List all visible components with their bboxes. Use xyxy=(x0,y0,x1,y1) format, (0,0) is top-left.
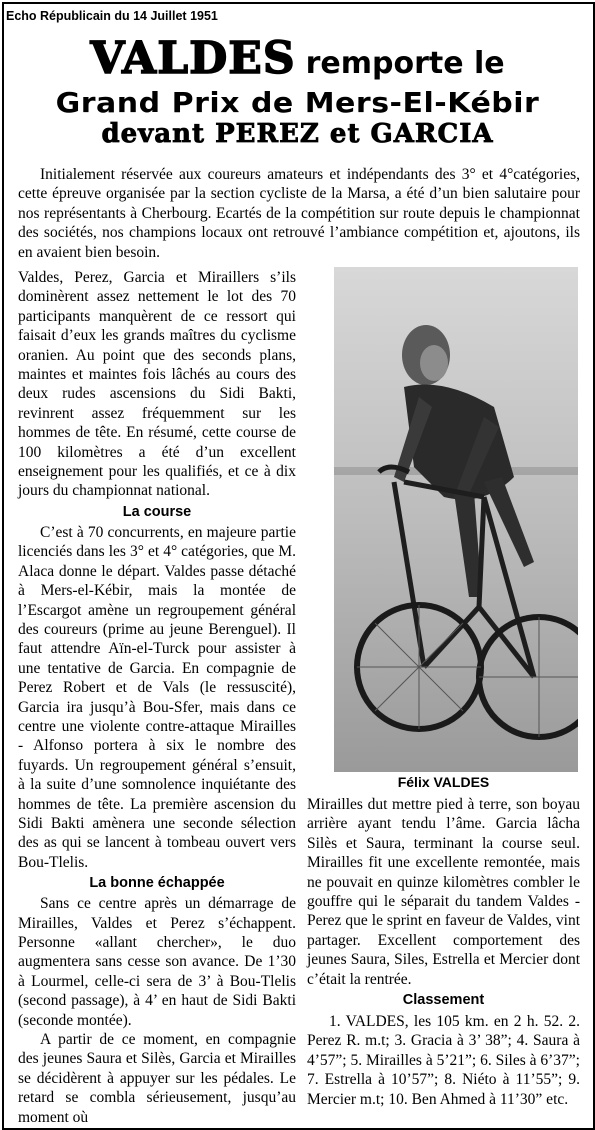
headline-line-1 xyxy=(0,33,595,84)
headline-name: VALDES xyxy=(90,33,296,84)
paragraph-5: Mirailles dut mettre pied à terre, son boyau arrière ayant tendu l’âme. Garcia lâcha Silès et Saura, terminant la course seul. Mirailles fit une excellente remontée, mais ne pouvait en quinze kilomètres combler le gouffre qui le séparait du tandem Valdes - Perez que le sprint en faveur de Valdes, vint partager. Excellent comportement des jeunes Saura, Siles, Estrella et Mercier dont c’était la rentrée. xyxy=(307,796,580,988)
paragraph-1: Valdes, Perez, Garcia et Miraillers s’ils dominèrent assez nettement le lot des 70 participants manquèrent de ce ressort qui faisait d’eux les grands maîtres du cyclisme oranien. Au point que des seconds plans, maintes et maintes fois lâchés au cours des deux rudes ascensions du Sidi Bakti, revinrent assez fréquemment sur les hommes de tête. En résumé, cette course de 100 kilomètres a été d’un excellent enseignement pour les qualifiés, et ce à dix jours du championnat national. xyxy=(18,269,296,500)
photo-caption: Félix VALDES xyxy=(397,774,490,790)
subheading-bonne-echappee: La bonne échappée xyxy=(89,875,225,892)
headline-line-2: Grand Prix de Mers-El-Kébir xyxy=(55,87,540,120)
paragraph-4: A partir de ce moment, en compagnie des jeunes Saura et Silès, Garcia et Mirailles se décidèrent à appuyer sur les pédales. Le retard se combla sérieusement, jusqu’au moment où xyxy=(18,1031,296,1126)
subheading-la-course: La course xyxy=(122,503,192,520)
intro-text: Initialement réservée aux coureurs amateurs et indépendants des 3° et 4°catégories, cette épreuve organisée par la section cycliste de la Marsa, a été d’un bien salutaire pour nos représentants à Cherbourg. Ecartés de la compétition sur route depuis le championnat des sociétés, nos champions locaux ont retrouvé l’ambiance compétition et, ajoutons, ils en avaient bien besoin. xyxy=(18,166,580,261)
paragraph-3: Sans ce centre après un démarrage de Mirailles, Valdes et Perez s’échappent. Personne «allant chercher», le duo augmentera sans cesse son avance. De 1’30 à Lourmel, celle-ci sera de 3’ à Bou-Tlelis (second passage), à 4’ en haut de Sidi Bakti (seconde montée). xyxy=(18,895,296,1029)
source-line: Echo Républicain du 14 Juillet 1951 xyxy=(6,9,218,23)
subheading-classement: Classement xyxy=(402,992,485,1009)
headline-line-3: devant PEREZ et GARCIA xyxy=(101,119,494,149)
cyclist-photo xyxy=(334,267,578,772)
left-column xyxy=(18,268,296,1127)
paragraph-2: C’est à 70 concurrents, en majeure partie licenciés dans les 3° et 4° catégories, que M. Alaca donne le départ. Valdes passe détaché à Mers-el-Kébir, mais la montée de l’Escargot amène un regroupement général des coureurs (prime au jeune Berenguel). Il faut attendre Aïn-el-Turck pour assister à une tentative de Garcia. En compagnie de Perez Robert et de Vals (le ressuscité), Garcia ira jusqu’à Bou-Sfer, mais dans ce centre une violente contre-attaque Mirailles - Alfonso portera à six le nombre des fuyards. Un regroupement général s’ensuit, à la suite d’une somnolence inquiétante des hommes de tête. La première ascension du Sidi Bakti amènera une seconde sélection des as qui se lancent à tombeau ouvert vers Bou-Tlelis. xyxy=(18,523,296,871)
headline-line-1-rest: remporte le xyxy=(305,46,505,81)
intro-paragraph xyxy=(18,165,580,262)
right-column xyxy=(307,795,580,1109)
classement-text: 1. VALDES, les 105 km. en 2 h. 52. 2. Perez R. m.t; 3. Gracia à 3’ 38”; 4. Saura à 4’57”; 5. Mirailles à 5’21”; 6. Siles à 6’37”; 7. Estrella à 10’57”; 8. Niéto à 11’55”; 9. Mercier m.t; 10. Ben Ahmed à 11’30” etc. xyxy=(307,1013,580,1108)
cyclist-illustration xyxy=(334,267,578,772)
